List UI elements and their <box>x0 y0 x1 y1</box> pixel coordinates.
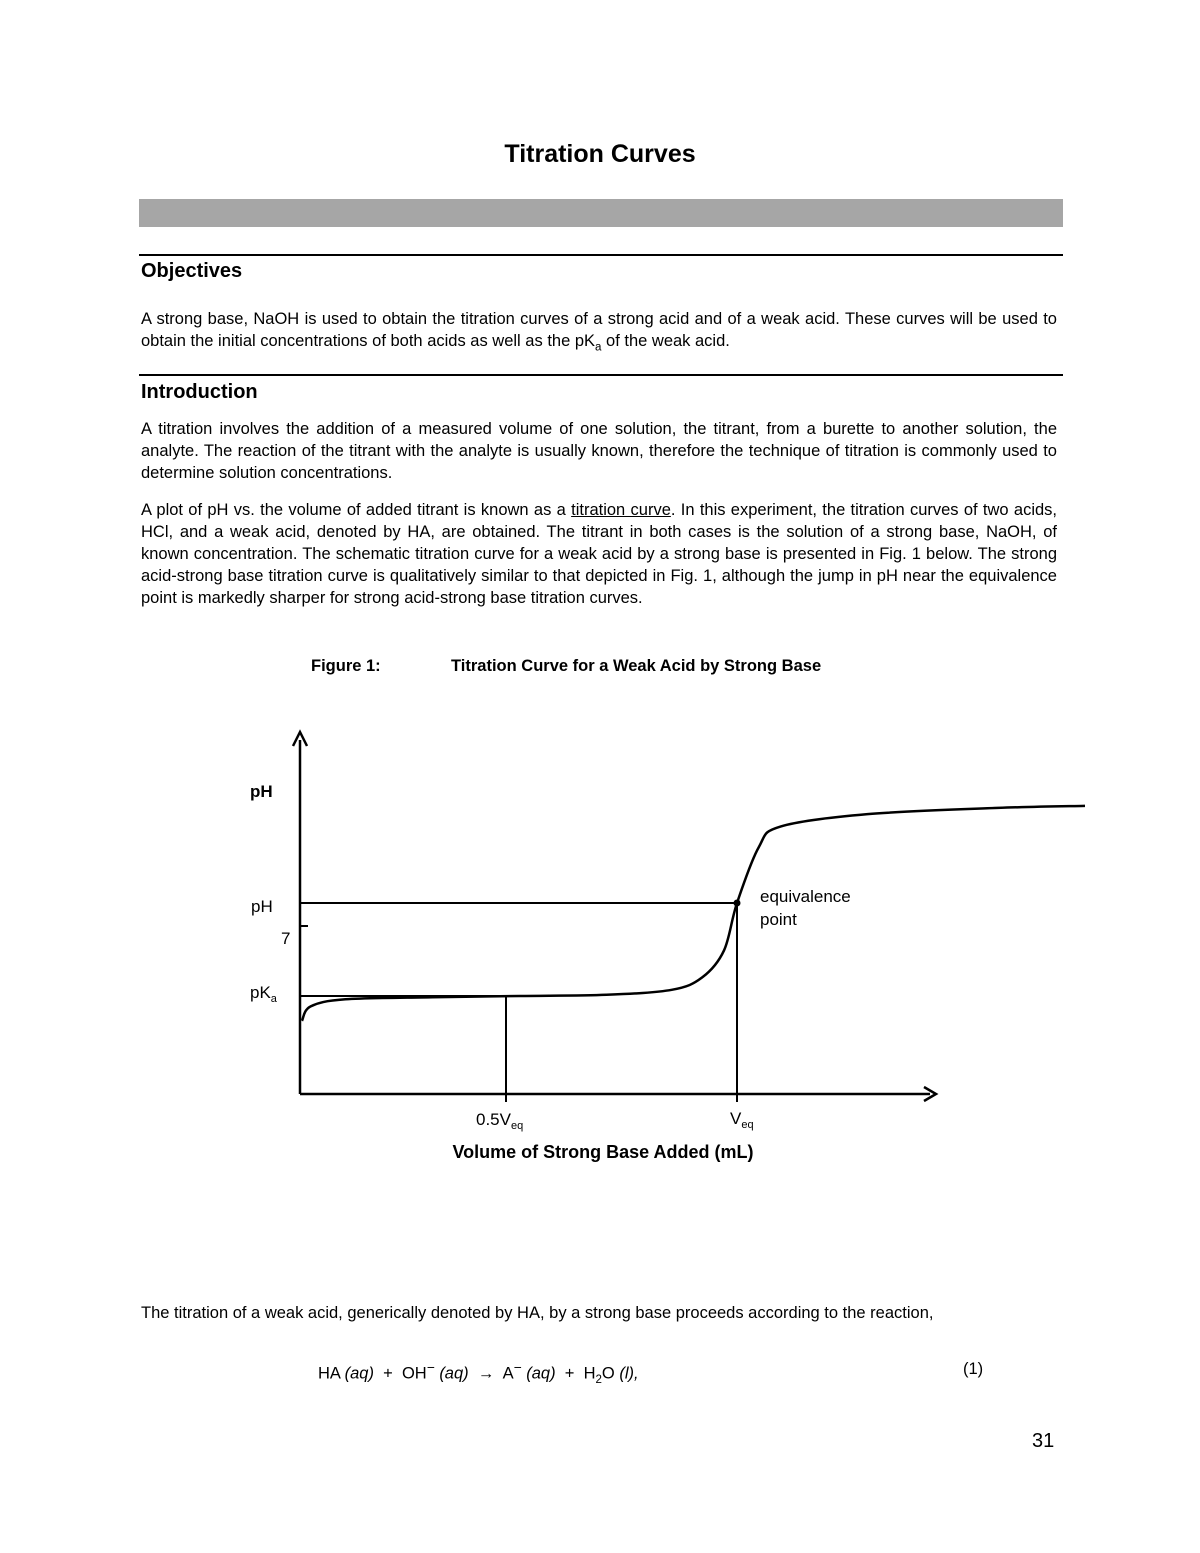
y-tick-label-ph: pH <box>251 897 273 916</box>
equation-number: (1) <box>963 1360 984 1378</box>
objectives-heading: Objectives <box>141 260 243 282</box>
page-number: 31 <box>1032 1430 1055 1452</box>
y-axis-label: pH <box>250 782 273 801</box>
titration-curve-term: titration curve <box>571 501 671 519</box>
page-title: Titration Curves <box>504 140 696 168</box>
titration-curve-line <box>302 806 1085 1021</box>
reaction-intro: The titration of a weak acid, generically denoted by HA, by a strong base proceeds according to the reaction, <box>141 1304 934 1322</box>
y-tick-label-pka: $pK_a$ <box>250 983 277 1005</box>
x-tick-label-eq: $V_{eq}$ <box>730 1109 754 1131</box>
annotation-equivalence: equivalence <box>760 887 851 906</box>
introduction-heading: Introduction <box>141 381 258 403</box>
introduction-paragraph-1: A titration involves the addition of a measured volume of one solution, the titrant, from a burette to another solution, the analyte. The reaction of the titrant with the analyte is usually known, therefore the technique of titration is commonly used to determine solution concentrations. <box>141 420 1057 482</box>
equivalence-point-marker <box>734 900 741 907</box>
x-axis-label: Volume of Strong Base Added (mL) <box>452 1142 754 1162</box>
reaction-equation: HA (aq) + OH− (aq) → A− $(aq) + H_2O$ (l), <box>318 1360 639 1386</box>
x-tick-label-half-eq: $0.5V_{eq}$ <box>476 1110 524 1132</box>
annotation-point: point <box>760 910 797 929</box>
y-tick-label-7: 7 <box>281 929 291 948</box>
objectives-text: A strong base, NaOH is used to obtain the titration curves of a strong acid and of a weak acid. These curves will be used to obtain the initial concentrations of both acids as well as the $pK_a$ of the weak acid. <box>141 310 1057 354</box>
introduction-paragraph-2: A plot of pH vs. the volume of added titrant is known as a titration curve. In this experiment, the titration curves of two acids, HCl, and a weak acid, denoted by HA, are obtained. The titrant in both cases is the solution of a strong base, NaOH, of known concentration. The schematic titration curve for a weak acid by a strong base is presented in Fig. 1 below. The strong acid-strong base titration curve is qualitatively similar to that depicted in Fig. 1, although the jump in pH near the equivalence point is markedly sharper for strong acid-strong base titration curves. <box>141 501 1057 607</box>
figure-label: Figure 1: <box>311 657 381 675</box>
figure-caption: Titration Curve for a Weak Acid by Strong Base <box>451 657 822 675</box>
